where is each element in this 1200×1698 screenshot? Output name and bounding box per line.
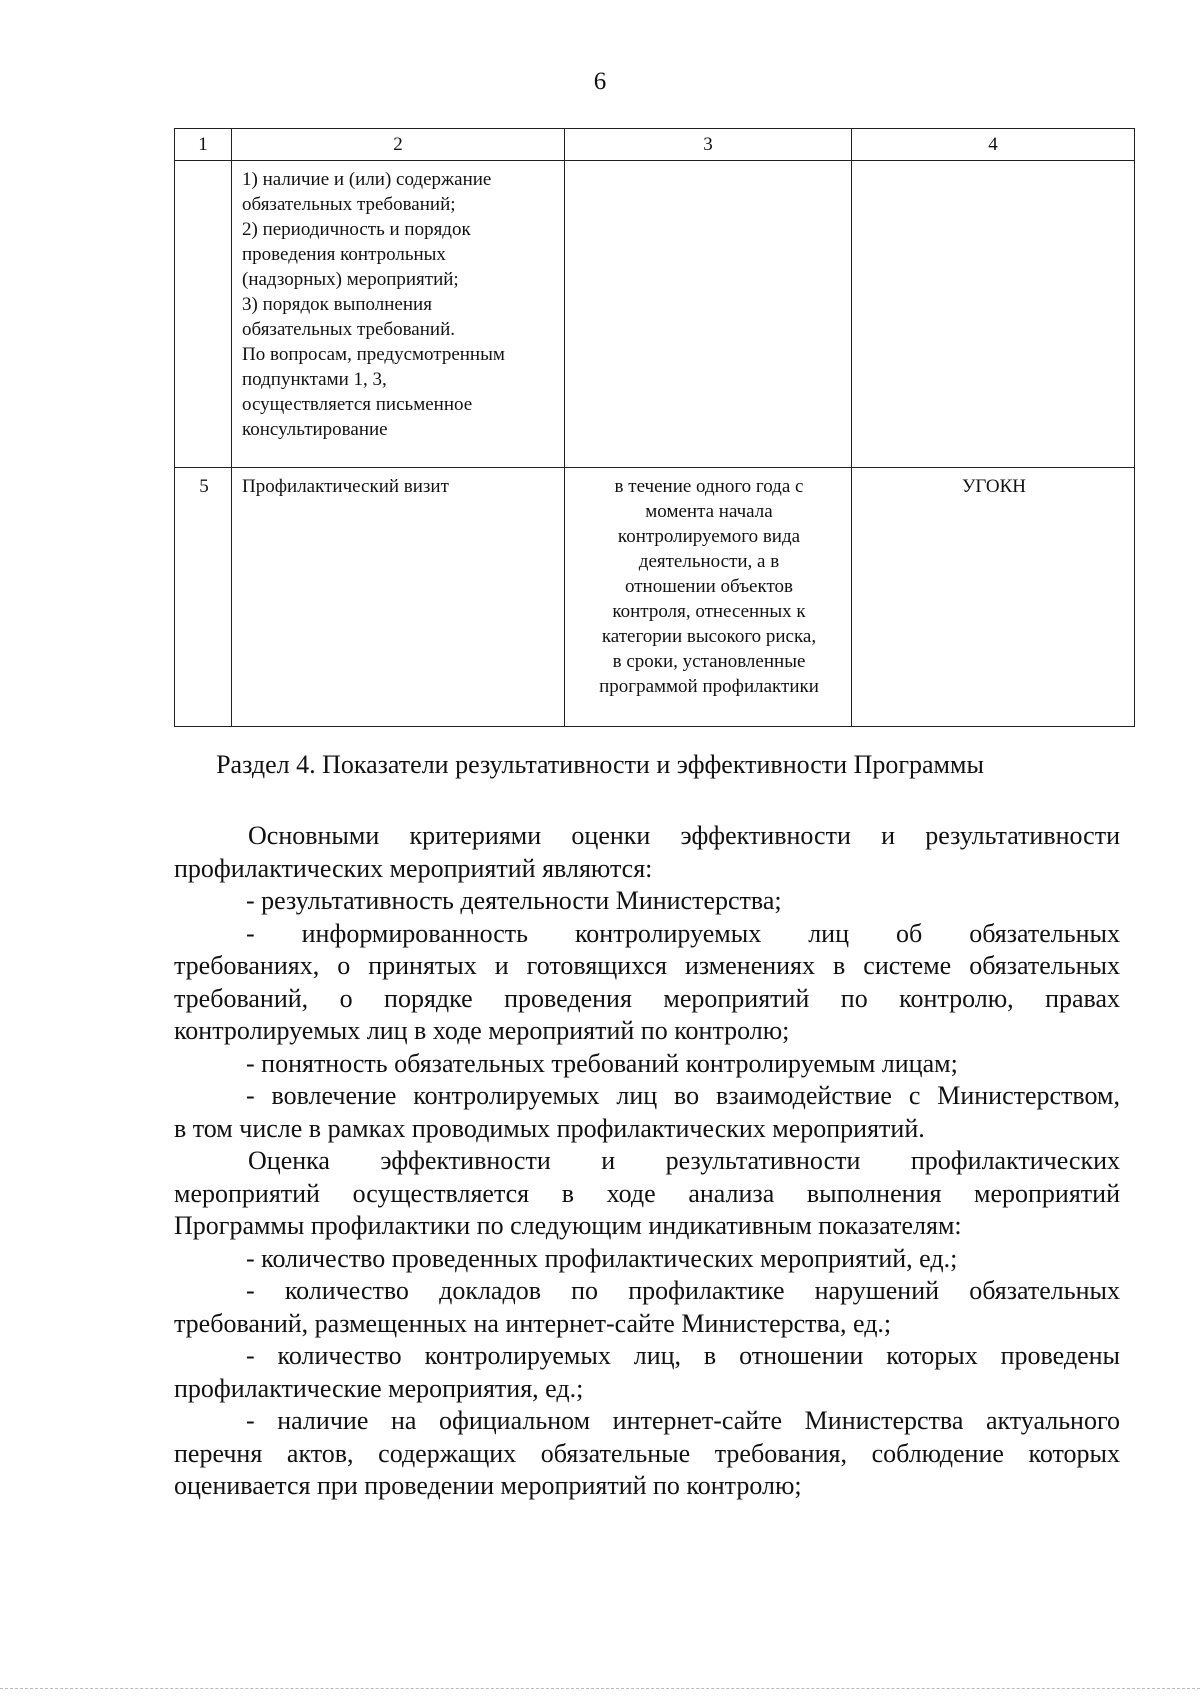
row2-description: Профилактический визит	[232, 468, 565, 727]
paragraph-line: - информированность контролируемых лиц об обязательных	[246, 918, 1120, 948]
row1-line: осуществляется письменное	[242, 394, 473, 415]
row1-line: 1) наличие и (или) содержание	[242, 169, 492, 190]
paragraph-line: - результативность деятельности Министерства;	[246, 886, 782, 915]
row1-number	[175, 161, 232, 468]
header-cell-4: 4	[852, 129, 1135, 161]
row1-responsible	[852, 161, 1135, 468]
row1-timing	[565, 161, 852, 468]
row1-line: подпунктами 1, 3,	[242, 369, 387, 390]
row2-timing-line: деятельности, а в	[638, 551, 780, 572]
row1-line: По вопросам, предусмотренным	[242, 344, 505, 365]
paragraph-line: Основными критериями оценки эффективности и результативности	[248, 821, 1120, 850]
row1-line: 3) порядок выполнения	[242, 294, 432, 315]
section-title: Раздел 4. Показатели результативности и эффективности Программы	[216, 750, 984, 779]
paragraph-line: профилактические мероприятия, ед.;	[174, 1373, 584, 1403]
header-cell-1: 1	[175, 129, 232, 161]
paragraph-line: мероприятий осуществляется в ходе анализа выполнения мероприятий	[174, 1178, 1120, 1208]
paragraph-line: - количество докладов по профилактике нарушений обязательных	[246, 1276, 1120, 1305]
row2-timing	[565, 468, 852, 727]
row1-line: обязательных требований;	[242, 194, 456, 215]
row2-number: 5	[175, 468, 232, 727]
row1-line: (надзорных) мероприятий;	[242, 269, 459, 290]
table-header-row	[175, 129, 1135, 161]
paragraph-line: - количество проведенных профилактических мероприятий, ед.;	[246, 1243, 958, 1273]
paragraph-line: - вовлечение контролируемых лиц во взаимодействие с Министерством,	[246, 1081, 1120, 1110]
row2-timing-line: контроля, отнесенных к	[612, 601, 806, 622]
paragraph-line: требованиях, о принятых и готовящихся изменениях в системе обязательных	[174, 951, 1120, 980]
paragraph-line: требований, размещенных на интернет-сайте Министерства, ед.;	[174, 1308, 892, 1338]
row2-responsible: УГОКН	[852, 468, 1135, 727]
paragraph-line: - понятность обязательных требований контролируемым лицам;	[246, 1048, 958, 1078]
row1-line: 2) периодичность и порядок	[242, 219, 471, 240]
row1-line: консультирование	[242, 419, 388, 440]
page-number: 6	[593, 68, 607, 95]
row2-timing-line: программой профилактики	[599, 676, 819, 697]
row2-timing-line: отношении объектов	[625, 576, 793, 597]
paragraph-line: профилактических мероприятий являются:	[174, 853, 653, 883]
paragraph-line: Оценка эффективности и результативности профилактических	[248, 1146, 1120, 1175]
paragraph-line: в том числе в рамках проводимых профилактических мероприятий.	[174, 1113, 925, 1143]
table-row	[175, 161, 1135, 468]
scan-edge-line	[0, 1688, 1200, 1689]
paragraph-line: перечня актов, содержащих обязательные требования, соблюдение которых	[174, 1438, 1120, 1468]
row1-line: проведения контрольных	[242, 244, 446, 265]
paragraph-line: - количество контролируемых лиц, в отношении которых проведены	[246, 1341, 1120, 1370]
row2-timing-line: категории высокого риска,	[601, 626, 817, 647]
row1-description	[232, 161, 565, 468]
row1-line: обязательных требований.	[242, 319, 455, 340]
table-row	[175, 468, 1135, 727]
row2-timing-line: момента начала	[645, 501, 773, 522]
paragraph-line: оценивается при проведении мероприятий по контролю;	[174, 1471, 802, 1500]
document-body	[174, 820, 1120, 1503]
paragraph-line: требований, о порядке проведения мероприятий по контролю, правах	[174, 983, 1120, 1013]
row2-timing-line: в сроки, установленные	[612, 651, 806, 672]
header-cell-2: 2	[232, 129, 565, 161]
paragraph-line: Программы профилактики по следующим индикативным показателям:	[174, 1211, 962, 1240]
row2-timing-line: в течение одного года с	[614, 476, 804, 497]
paragraph-line: контролируемых лиц в ходе мероприятий по контролю;	[174, 1016, 790, 1045]
row2-timing-line: контролируемого вида	[617, 526, 801, 547]
paragraph-line: - наличие на официальном интернет-сайте Министерства актуального	[246, 1406, 1120, 1435]
measures-table	[174, 128, 1135, 727]
header-cell-3: 3	[565, 129, 852, 161]
